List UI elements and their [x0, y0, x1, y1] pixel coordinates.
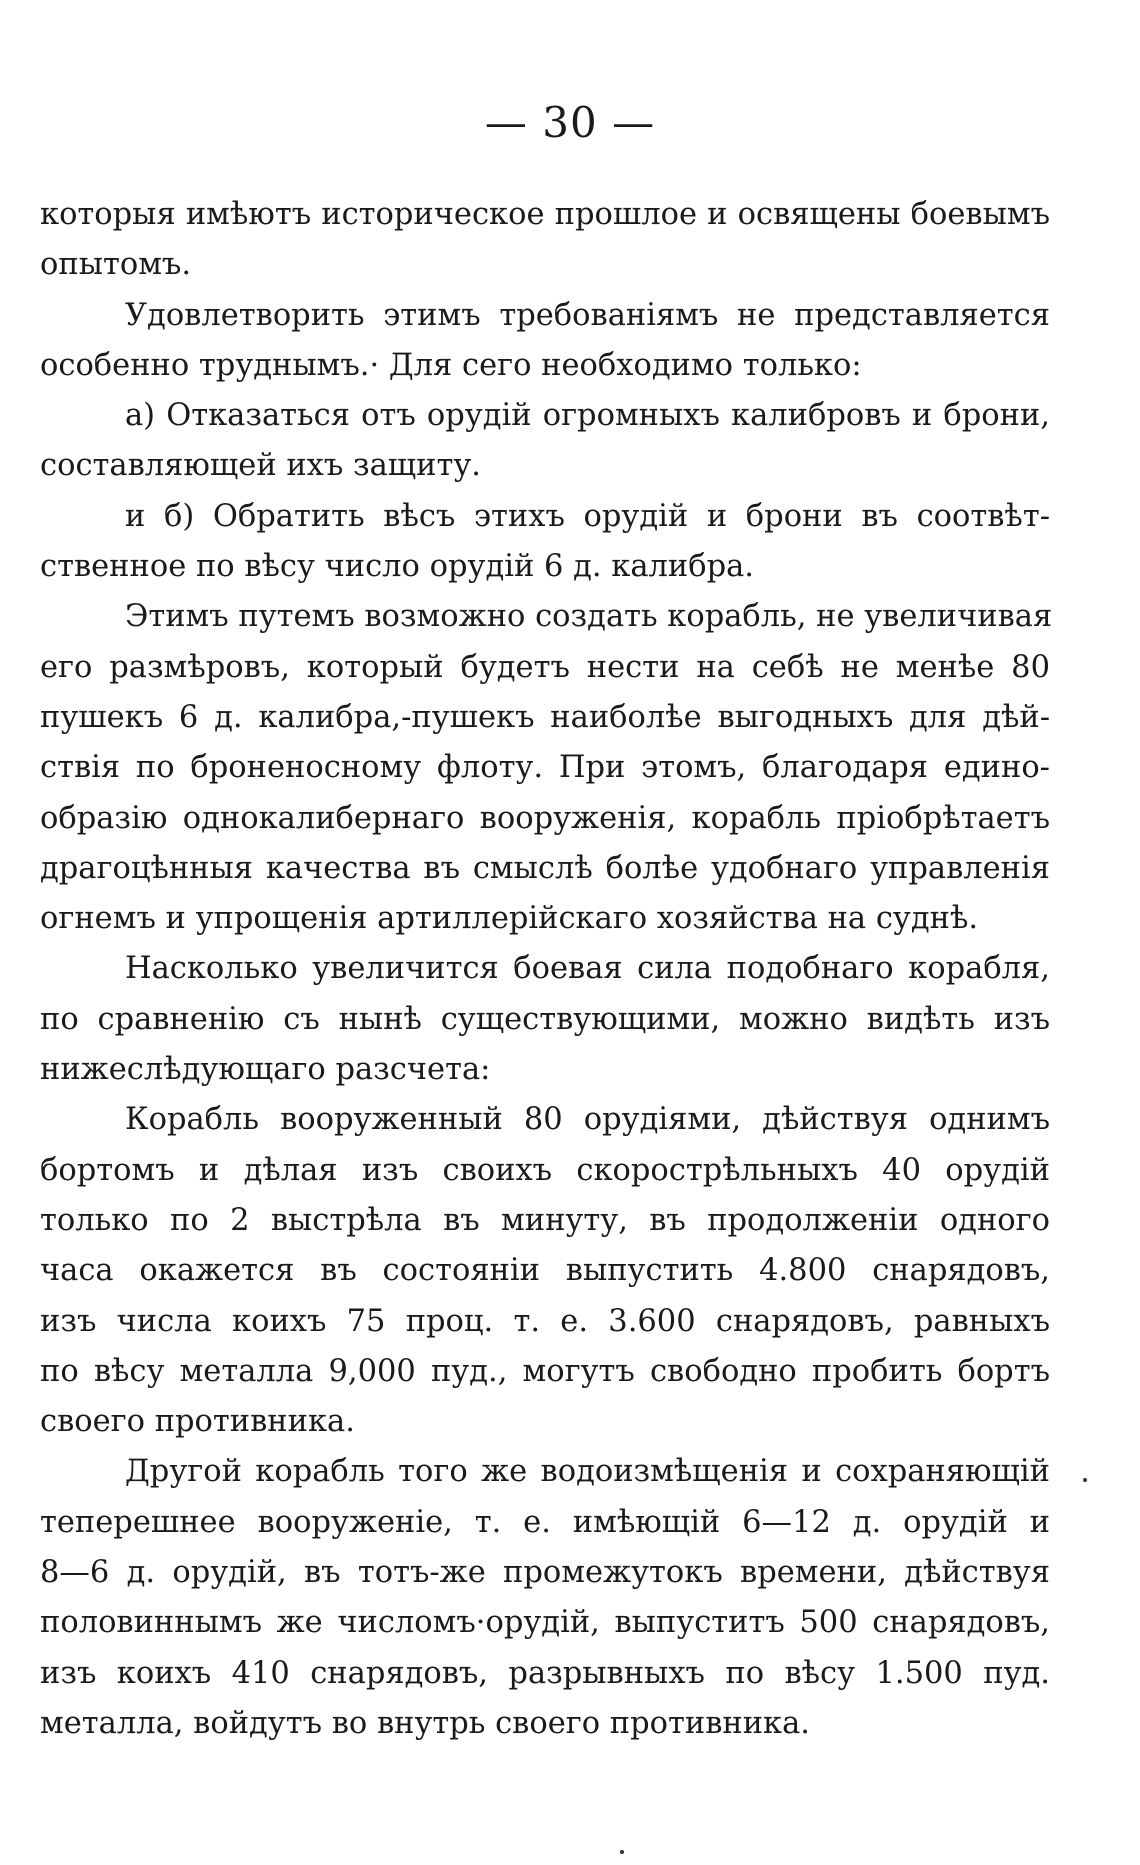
body-text: [40, 190, 1053, 1749]
text-line: Удовлетворить этимъ требованіямъ не представляется: [125, 297, 1050, 333]
text-line: изъ коихъ 410 снарядовъ, разрывныхъ по вѣсу 1.500 пуд.: [40, 1655, 1050, 1691]
text-line: составляющей ихъ защиту.: [40, 448, 481, 484]
text-line: металла, войдутъ во внутрь своего противника.: [40, 1705, 810, 1741]
text-line: часа окажется въ состояніи выпустить 4.800 снарядовъ,: [40, 1253, 1050, 1289]
text-line: Насколько увеличится боевая сила подобнаго корабля,: [125, 951, 1050, 987]
print-speck: [1083, 1478, 1087, 1482]
text-line: бортомъ и дѣлая изъ своихъ скорострѣльныхъ 40 орудій: [40, 1152, 1050, 1188]
text-line: драгоцѣнныя качества въ смыслѣ болѣе удобнаго управленія: [40, 850, 1050, 886]
text-line: теперешнее вооруженіе, т. е. имѣющій 6—12 д. орудій и: [40, 1504, 1050, 1540]
text-line: ственное по вѣсу число орудій 6 д. калибра.: [40, 549, 754, 585]
text-line: пушекъ 6 д. калибра,-пушекъ наиболѣе выгодныхъ для дѣй-: [40, 699, 1050, 735]
text-line: и б) Обратить вѣсъ этихъ орудій и брони въ соотвѣт-: [125, 498, 1050, 534]
print-speck: [620, 1850, 624, 1854]
text-line: половиннымъ же числомъ·орудій, выпуститъ 500 снарядовъ,: [40, 1605, 1050, 1641]
text-line: Другой корабль того же водоизмѣщенія и сохраняющій: [125, 1454, 1050, 1490]
text-line: образію однокалибернаго вооруженія, корабль пріобрѣтаетъ: [40, 800, 1050, 836]
text-line: опытомъ.: [40, 247, 192, 283]
page-number: — 30 —: [484, 98, 656, 147]
text-line: огнемъ и упрощенія артиллерійскаго хозяйства на суднѣ.: [40, 901, 979, 937]
text-line: ствія по броненосному флоту. При этомъ, благодаря едино-: [40, 750, 1050, 786]
text-line: Этимъ путемъ возможно создать корабль, не увеличивая: [125, 599, 1053, 635]
text-line: по сравненію съ нынѣ существующими, можно видѣть изъ: [40, 1001, 1050, 1037]
text-line: Корабль вооруженный 80 орудіями, дѣйствуя однимъ: [125, 1102, 1050, 1138]
text-line: нижеслѣдующаго разсчета:: [40, 1052, 491, 1088]
text-line: своего противника.: [40, 1404, 355, 1440]
text-line: 8—6 д. орудій, въ тотъ-же промежутокъ времени, дѣйствуя: [40, 1555, 1050, 1591]
text-line: его размѣровъ, который будетъ нести на себѣ не менѣе 80: [40, 649, 1050, 685]
text-line: особенно труднымъ.· Для сего необходимо только:: [40, 347, 862, 383]
text-line: которыя имѣютъ историческое прошлое и освящены боевымъ: [40, 197, 1050, 232]
text-line: по вѣсу металла 9,000 пуд., могутъ свободно пробить бортъ: [40, 1353, 1050, 1389]
text-line: только по 2 выстрѣла въ минуту, въ продолженіи одного: [40, 1202, 1050, 1238]
text-line: а) Отказаться отъ орудій огромныхъ калибровъ и брони,: [125, 398, 1050, 434]
text-line: изъ числа коихъ 75 проц. т. е. 3.600 снарядовъ, равныхъ: [40, 1303, 1050, 1339]
